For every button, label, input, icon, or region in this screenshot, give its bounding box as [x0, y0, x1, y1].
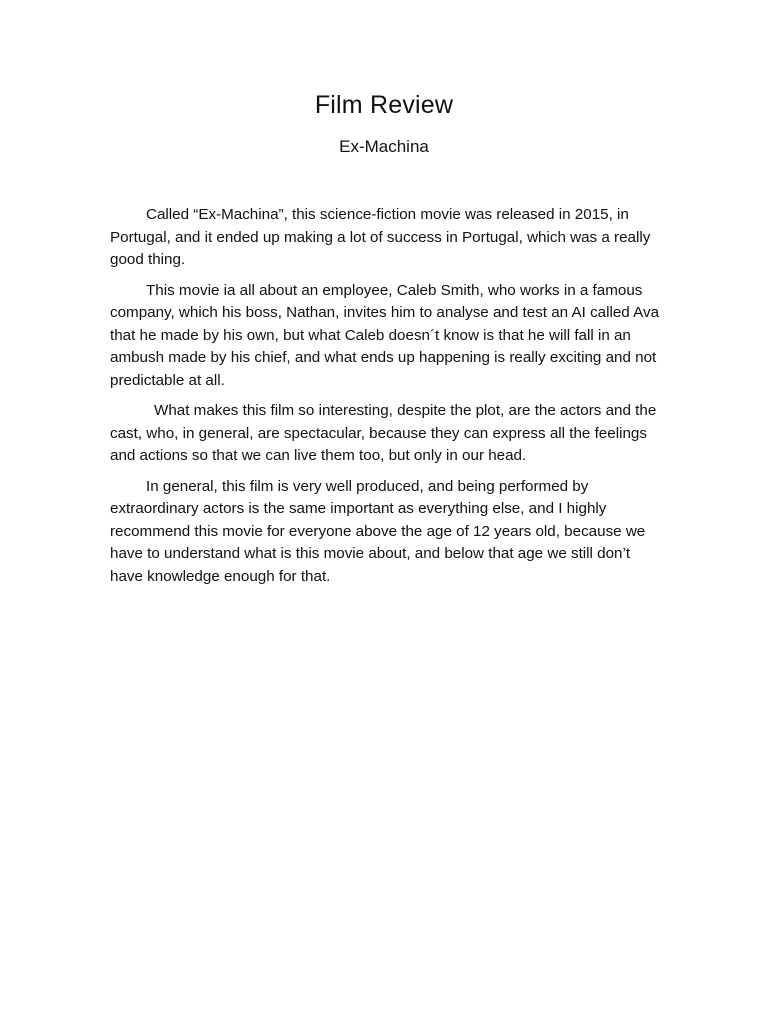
- paragraph-cast: What makes this film so interesting, despite the plot, are the actors and the cast, who, in general, are spectacular, because they can express all the feelings and actions so that we can live them too, but only in our head.: [110, 402, 657, 464]
- page-title: Film Review: [314, 91, 454, 119]
- paragraph-plot: This movie ia all about an employee, Caleb Smith, who works in a famous company, which his boss, Nathan, invites him to analyse and test an AI called Ava that he made by his own, but what Caleb doesn´t know is that he will fall in an ambush made by his chief, and what ends up happening is really exciting and not predictable at all.: [110, 281, 660, 389]
- paragraph-intro: Called “Ex-Machina”, this science-fiction movie was released in 2015, in Portugal, and it ended up making a lot of success in Portugal, which was a really good thing.: [110, 206, 651, 268]
- review-body: [110, 204, 660, 596]
- page-subtitle: Ex-Machina: [339, 137, 429, 156]
- paragraph-conclusion: In general, this film is very well produced, and being performed by extraordinary actors is the same important as everything else, and I highly recommend this movie for everyone above the age of 12 years old, because we have to understand what is this movie about, and below that age we still don’t have knowledge enough for that.: [110, 477, 646, 585]
